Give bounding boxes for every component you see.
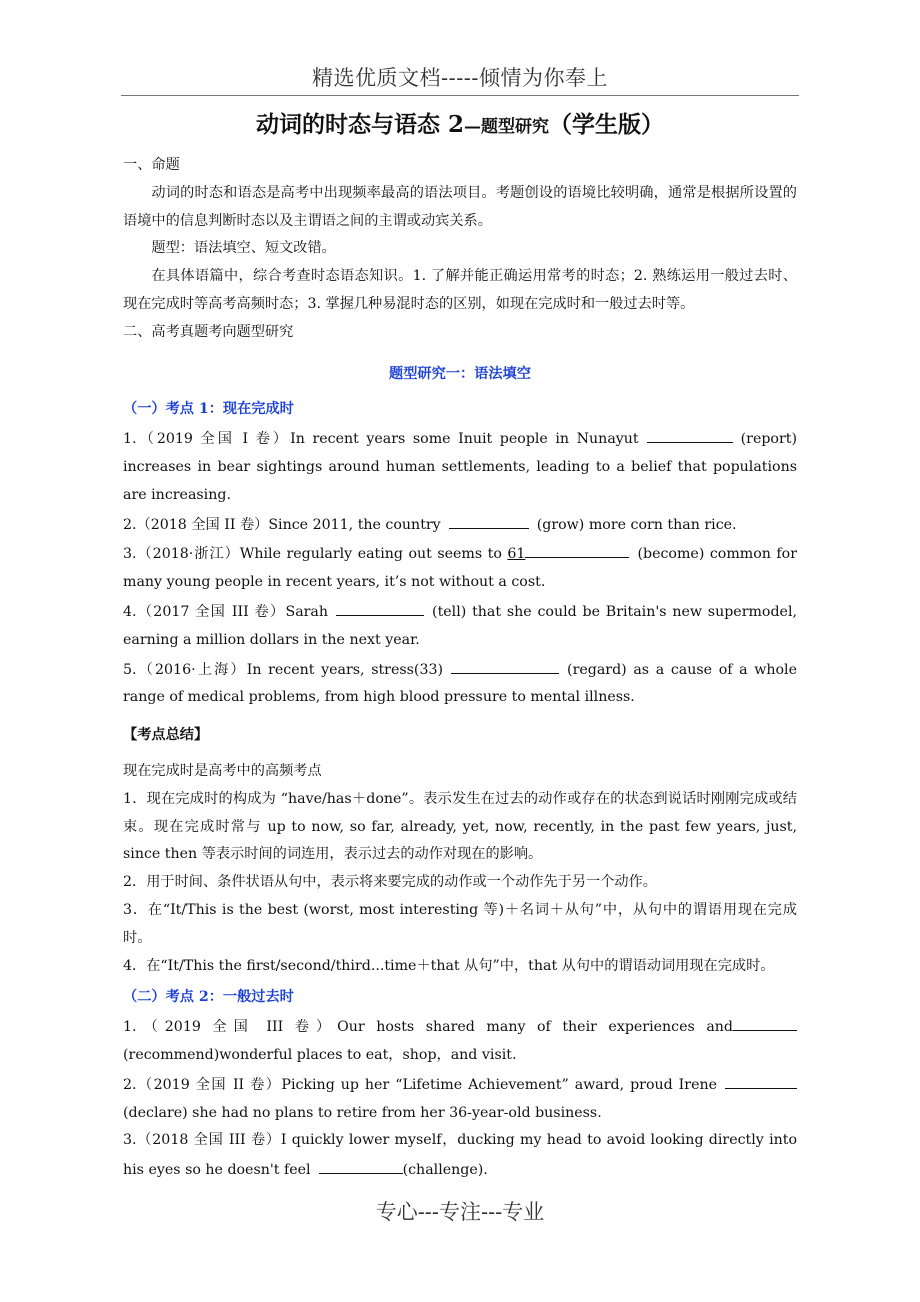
point2-question-1: [123, 1012, 797, 1070]
answer-blank[interactable]: [525, 539, 629, 558]
header-divider: [121, 95, 799, 96]
question-text: 3.（2018·浙江）While regularly eating out seems to: [123, 546, 502, 563]
heading-research: 二、高考真题考向题型研究: [123, 323, 294, 340]
question-text: (become) common for many young people in recent years, it’s not without a cost.: [123, 546, 797, 591]
point1-question-2: [123, 510, 797, 540]
question-text: (grow) more corn than rice.: [536, 516, 737, 533]
section-title-grammar-fill: 题型研究一：语法填空: [389, 365, 531, 382]
point1-question-3: [123, 539, 797, 597]
document-title: [0, 106, 920, 139]
question-text: 2.（2019 全国 II 卷）Picking up her “Lifetime Achievement” award, proud Irene: [123, 1076, 717, 1093]
document-body: [123, 152, 797, 1185]
question-text: (report) increases in bear sightings around human settlements, leading to a belief that populations are increasing.: [123, 431, 797, 503]
blank-number: 61: [507, 546, 526, 563]
summary-intro: 现在完成时是高考中的高频考点: [123, 762, 322, 779]
point1-question-1: [123, 424, 797, 509]
question-text: (challenge).: [402, 1162, 488, 1179]
summary-item-2: 2．用于时间、条件状语从句中，表示将来要完成的动作或一个动作先于另一个动作。: [123, 874, 657, 891]
question-text: 2.（2018 全国 II 卷）Since 2011, the country: [123, 516, 441, 533]
question-text: (declare) she had no plans to retire from her 36-year-old business.: [123, 1104, 602, 1121]
summary-title: 【考点总结】: [123, 727, 209, 744]
point2-question-2: [123, 1070, 797, 1128]
answer-blank[interactable]: [449, 510, 529, 529]
intro-paragraph-1: 动词的时态和语态是高考中出现频率最高的语法项目。考题创设的语境比较明确，通常是根据所设置的语境中的信息判断时态以及主谓语之间的主谓或动宾关系。: [123, 184, 797, 229]
question-text: 1.（2019 全国 I 卷）In recent years some Inuit people in Nunayut: [123, 431, 639, 448]
summary-item-3: 3．在“It/This is the best (worst, most interesting 等)＋名词＋从句”中，从句中的谓语用现在完成时。: [123, 901, 797, 946]
answer-blank[interactable]: [336, 597, 424, 616]
intro-paragraph-3: 在具体语篇中，综合考查时态语态知识。1. 了解并能正确运用常考的时态；2. 熟练运用一般过去时、现在完成时等高考高频时态；3. 掌握几种易混时态的区别，如现在完成时和一般过去时等。: [123, 268, 797, 312]
title-main: 动词的时态与语态 2: [255, 111, 464, 138]
page-footer: 专心---专注---专业: [375, 1200, 545, 1224]
question-text: 3.（2018 全国 III 卷）I quickly lower myself，ducking my head to avoid looking directly into his eyes so he doesn't feel: [123, 1132, 797, 1179]
question-text: (recommend)wonderful places to eat，shop，and visit.: [123, 1046, 517, 1063]
point2-question-3: [123, 1127, 797, 1185]
point1-question-4: [123, 597, 797, 655]
point1-question-5: [123, 655, 797, 713]
heading-proposition: 一、命题: [123, 157, 180, 173]
answer-blank[interactable]: [725, 1070, 797, 1089]
page-header: 精选优质文档-----倾情为你奉上: [312, 66, 608, 90]
answer-blank[interactable]: [733, 1012, 797, 1031]
answer-blank[interactable]: [451, 655, 559, 674]
answer-blank[interactable]: [319, 1155, 403, 1174]
point2-title: （二）考点 2：一般过去时: [123, 989, 294, 1006]
summary-item-4: 4．在“It/This the first/second/third...time＋that 从句”中，that 从句中的谓语动词用现在完成时。: [123, 957, 775, 974]
title-tail: （学生版）: [549, 111, 664, 138]
answer-blank[interactable]: [647, 424, 733, 443]
question-text: 4.（2017 全国 III 卷）Sarah: [123, 603, 329, 620]
point1-title: （一）考点 1：现在完成时: [123, 401, 294, 418]
summary-item-1: 1．现在完成时的构成为 “have/has＋done”。表示发生在过去的动作或存在的状态到说话时刚刚完成或结束。现在完成时常与 up to now, so far, already, yet, now, recently, in the past few years, just, since then 等表示时间的词连用，表示过去的动作对现在的影响。: [123, 790, 797, 863]
title-sub: —题型研究: [464, 117, 549, 137]
question-text: (tell) that she could be Britain's new supermodel, earning a million dollars in the next year.: [123, 603, 797, 648]
question-text: 1.（2019 全国 III 卷）Our hosts shared many of their experiences and: [123, 1019, 733, 1036]
intro-paragraph-2: 题型：语法填空、短文改错。: [151, 240, 336, 257]
question-text: 5.（2016·上海）In recent years, stress(33): [123, 661, 444, 678]
question-text: (regard) as a cause of a whole range of medical problems, from high blood pressure to mental illness.: [123, 661, 797, 706]
